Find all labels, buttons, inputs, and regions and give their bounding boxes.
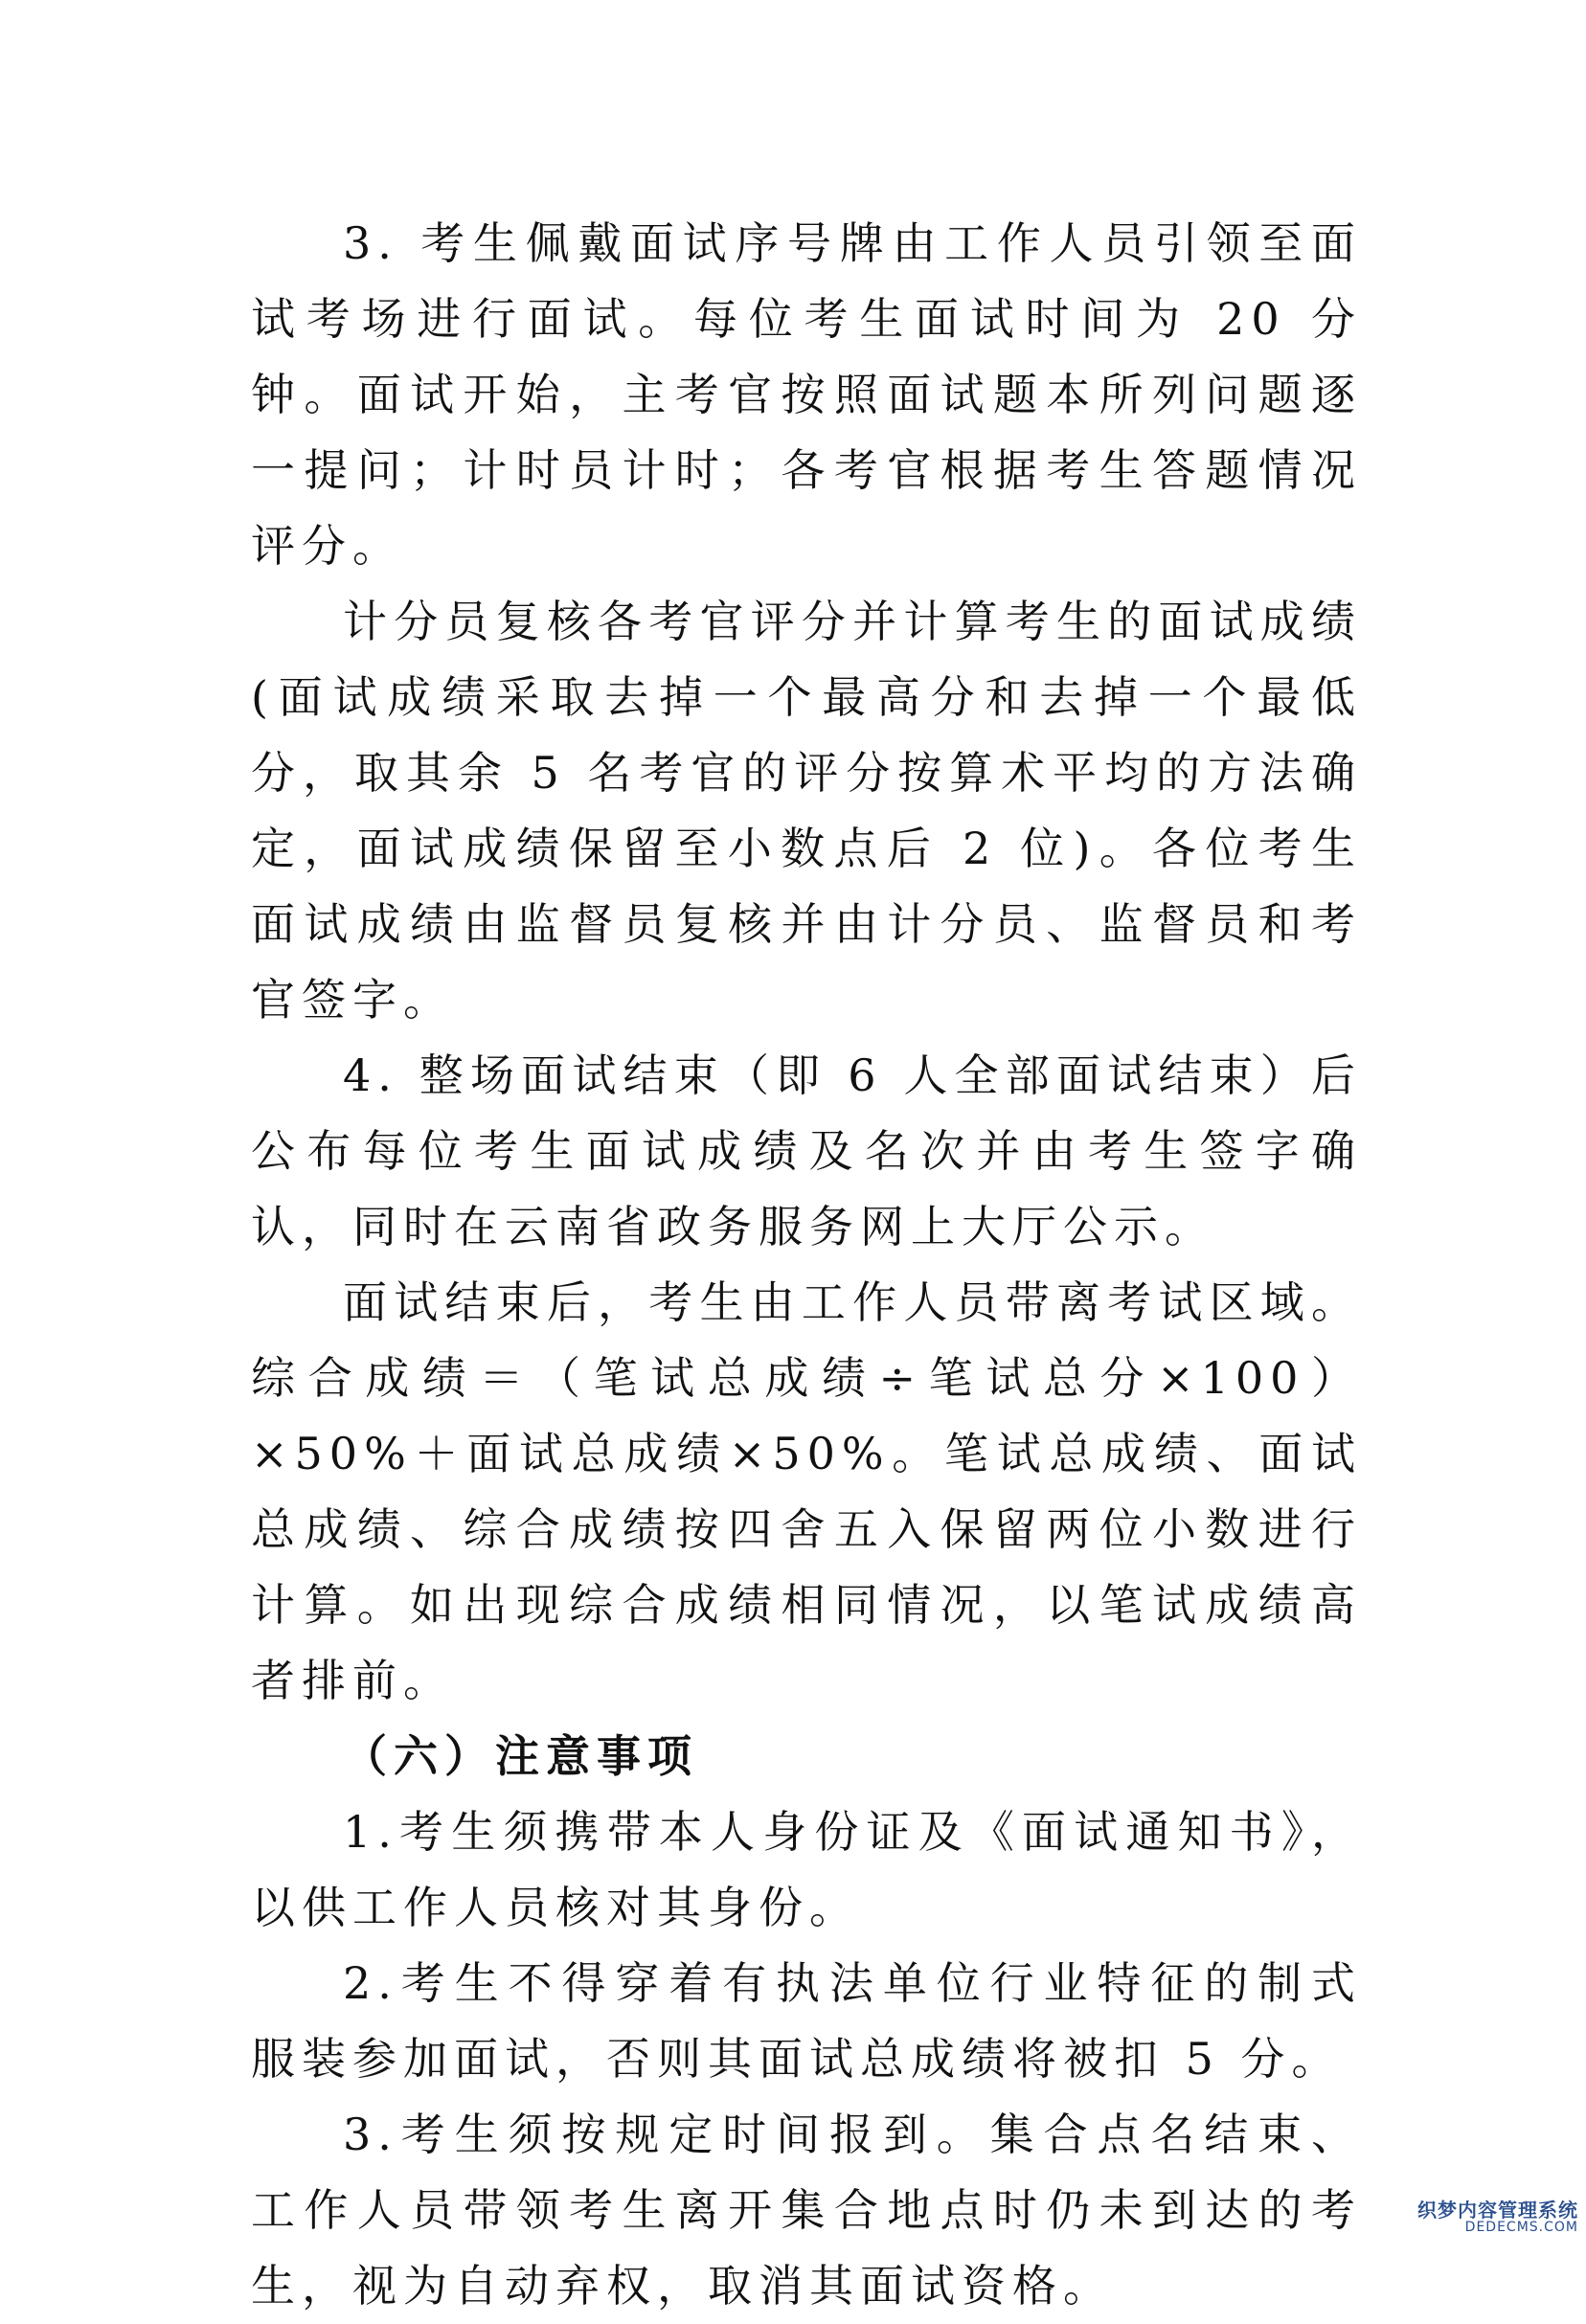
section-heading-notes: （六）注意事项	[343, 1730, 698, 1782]
paragraph-composite-score: 面试结束后，考生由工作人员带离考试区域。综合成绩＝（笔试总成绩÷笔试总分×100）×50%＋面试总成绩×50%。笔试总成绩、面试总成绩、综合成绩按四舍五入保留两位小数进行计算。如出现综合成绩相同情况，以笔试成绩高者排前。	[251, 1276, 1362, 1706]
document-page	[251, 206, 1362, 2324]
note-item-dress-code: 2.考生不得穿着有执法单位行业特征的制式服装参加面试，否则其面试总成绩将被扣 5 分。	[251, 1957, 1362, 2085]
paragraph-interview-procedure: 3. 考生佩戴面试序号牌由工作人员引领至面试考场进行面试。每位考生面试时间为 20 分钟。面试开始，主考官按照面试题本所列问题逐一提问；计时员计时；各考官根据考生答题情况评分。	[251, 217, 1362, 572]
watermark-logo	[1416, 2200, 1578, 2235]
note-item-id-documents: 1.考生须携带本人身份证及《面试通知书》，以供工作人员核对其身份。	[251, 1806, 1362, 1933]
paragraph-score-calculation: 计分员复核各考官评分并计算考生的面试成绩(面试成绩采取去掉一个最高分和去掉一个最低分，取其余 5 名考官的评分按算术平均的方法确定，面试成绩保留至小数点后 2 位)。各位考生面试成绩由监督员复核并由计分员、监督员和考官签字。	[251, 596, 1362, 1026]
paragraph-results-announcement: 4. 整场面试结束（即 6 人全部面试结束）后公布每位考生面试成绩及名次并由考生签字确认，同时在云南省政务服务网上大厅公示。	[251, 1049, 1362, 1252]
watermark-cn-text: 织梦内容管理系统	[1417, 2198, 1578, 2222]
note-item-check-in-time: 3.考生须按规定时间报到。集合点名结束、工作人员带领考生离开集合地点时仍未到达的考生，视为自动弃权，取消其面试资格。	[251, 2109, 1362, 2312]
watermark-en-text: DEDECMS.COM	[1464, 2219, 1578, 2235]
